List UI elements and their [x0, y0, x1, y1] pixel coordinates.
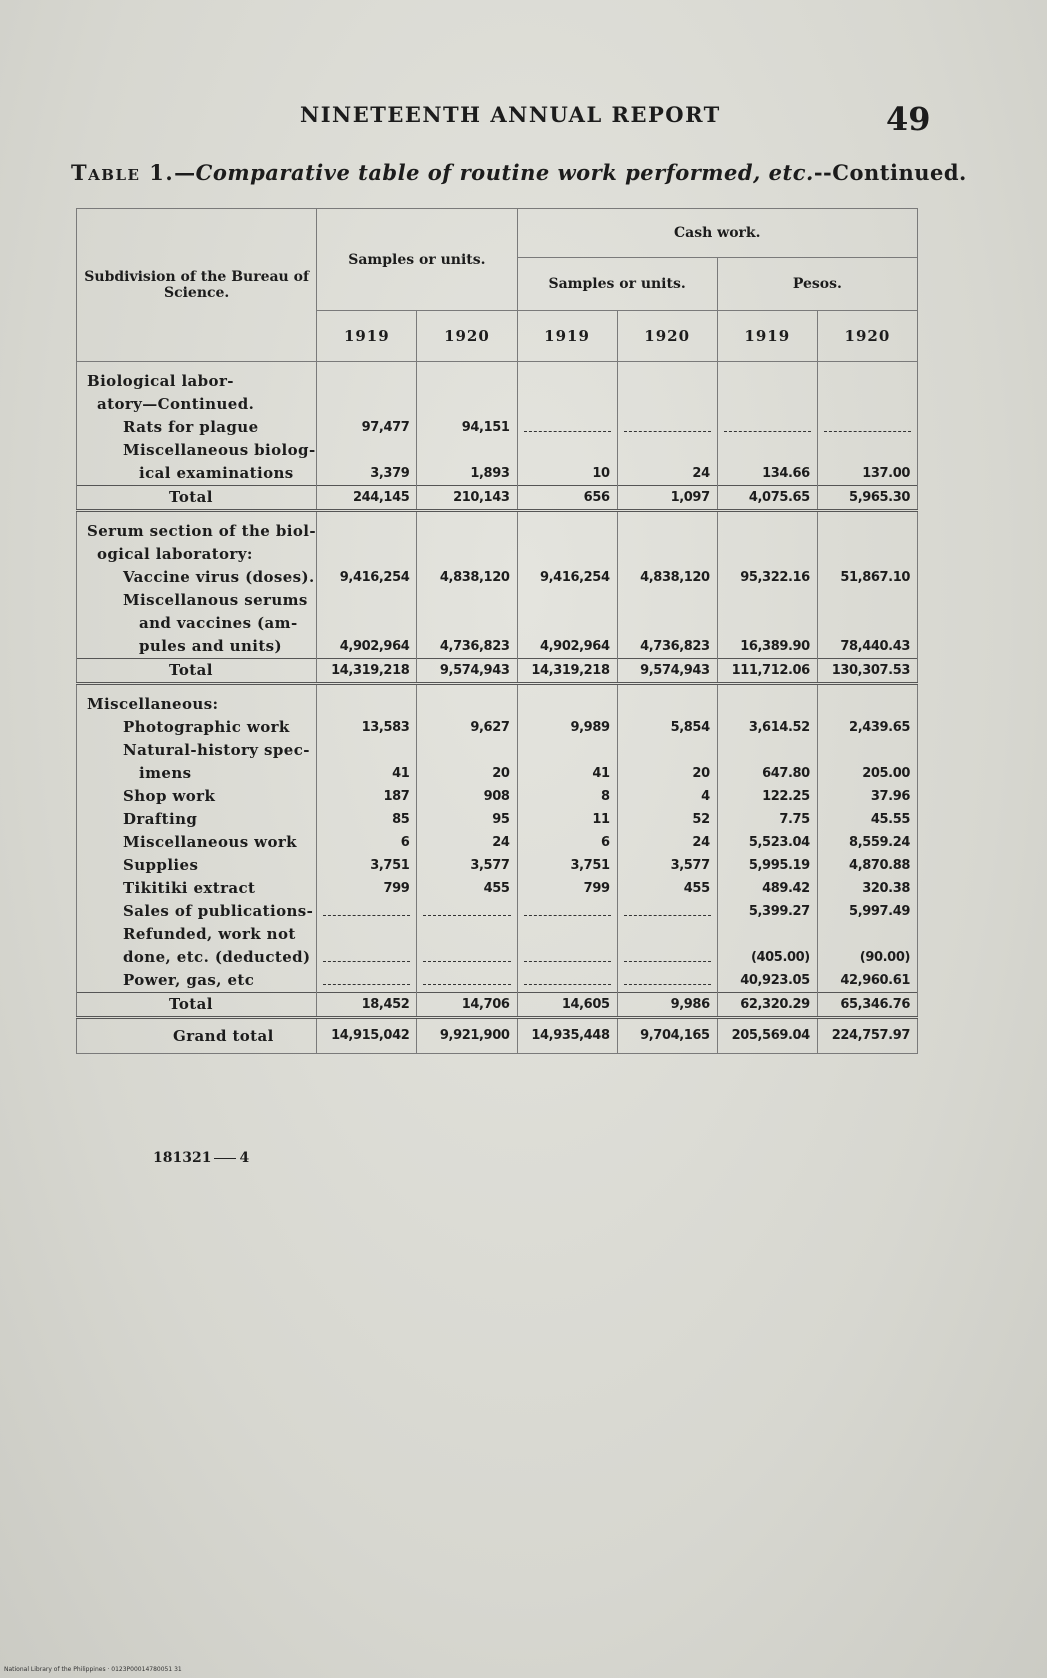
value-cell: 5,399.27	[717, 900, 817, 923]
value-cell: 205.00	[817, 762, 917, 785]
table-row	[77, 946, 918, 969]
value-cell: 656	[517, 486, 617, 511]
table-row	[77, 739, 918, 762]
value-cell	[717, 393, 817, 416]
value-cell	[817, 684, 917, 717]
year-header: 1920	[817, 311, 917, 362]
value-cell	[617, 684, 717, 717]
row-label: Total	[77, 993, 317, 1018]
value-cell: 6	[317, 831, 417, 854]
table-row	[77, 854, 918, 877]
value-cell: 41	[317, 762, 417, 785]
blank-cell	[517, 612, 617, 635]
value-cell: 455	[617, 877, 717, 900]
value-cell: 4,902,964	[317, 635, 417, 659]
row-label: imens	[77, 762, 317, 785]
row-label: Miscellaneous biolog-	[77, 439, 317, 462]
value-cell	[317, 543, 417, 566]
value-cell	[617, 393, 717, 416]
value-cell: 1,097	[617, 486, 717, 511]
blank-cell	[517, 589, 617, 612]
value-cell: 5,965.30	[817, 486, 917, 511]
row-label: Biological labor-	[77, 362, 317, 394]
empty-dashed-cell	[617, 969, 717, 993]
value-cell: 42,960.61	[817, 969, 917, 993]
value-cell: 8	[517, 785, 617, 808]
value-cell: 1,893	[417, 462, 517, 486]
table-row	[77, 808, 918, 831]
blank-cell	[817, 739, 917, 762]
page-header	[0, 100, 1047, 144]
value-cell	[317, 393, 417, 416]
value-cell: 18,452	[317, 993, 417, 1018]
value-cell: 13,583	[317, 716, 417, 739]
value-cell: 9,574,943	[617, 659, 717, 684]
empty-dashed-cell	[617, 946, 717, 969]
blank-cell	[817, 589, 917, 612]
table-body	[77, 362, 918, 1054]
samples-column-header: Samples or units.	[317, 209, 517, 311]
blank-cell	[617, 739, 717, 762]
blank-cell	[617, 612, 717, 635]
blank-cell	[317, 589, 417, 612]
table-row	[77, 462, 918, 486]
value-cell	[617, 543, 717, 566]
empty-dashed-cell	[617, 900, 717, 923]
value-cell: 52	[617, 808, 717, 831]
caption-title: Comparative table of routine work performed, etc.	[195, 160, 814, 185]
blank-cell	[517, 511, 617, 544]
table-row	[77, 362, 918, 394]
row-label: Photographic work	[77, 716, 317, 739]
running-title: NINETEENTH ANNUAL REPORT	[300, 102, 721, 127]
value-cell: 62,320.29	[717, 993, 817, 1018]
value-cell: 24	[617, 462, 717, 486]
value-cell: 5,523.04	[717, 831, 817, 854]
value-cell: 14,605	[517, 993, 617, 1018]
empty-dashed-cell	[817, 416, 917, 439]
value-cell: 647.80	[717, 762, 817, 785]
blank-cell	[617, 923, 717, 946]
value-cell	[417, 543, 517, 566]
row-label: Total	[77, 659, 317, 684]
value-cell	[517, 543, 617, 566]
table-row	[77, 486, 918, 511]
row-label: Sales of publications-	[77, 900, 317, 923]
empty-dashed-cell	[417, 969, 517, 993]
table-row	[77, 831, 918, 854]
value-cell: 3,379	[317, 462, 417, 486]
row-label: Refunded, work not	[77, 923, 317, 946]
blank-cell	[617, 439, 717, 462]
value-cell: 3,614.52	[717, 716, 817, 739]
row-label: Miscellaneous:	[77, 684, 317, 717]
value-cell: 95	[417, 808, 517, 831]
value-cell: 14,915,042	[317, 1018, 417, 1054]
blank-cell	[417, 923, 517, 946]
value-cell: 20	[417, 762, 517, 785]
value-cell: 14,319,218	[317, 659, 417, 684]
table-row	[77, 511, 918, 544]
table-row	[77, 900, 918, 923]
value-cell: 2,439.65	[817, 716, 917, 739]
value-cell: 187	[317, 785, 417, 808]
routine-work-table	[76, 208, 918, 1054]
blank-cell	[417, 589, 517, 612]
value-cell: 41	[517, 762, 617, 785]
row-label: atory—Continued.	[77, 393, 317, 416]
value-cell: 111,712.06	[717, 659, 817, 684]
row-label: Vaccine virus (doses).	[77, 566, 317, 589]
empty-dashed-cell	[417, 900, 517, 923]
value-cell: 3,751	[517, 854, 617, 877]
table-row	[77, 393, 918, 416]
value-cell: 5,997.49	[817, 900, 917, 923]
value-cell: 37.96	[817, 785, 917, 808]
value-cell: 8,559.24	[817, 831, 917, 854]
blank-cell	[317, 511, 417, 544]
value-cell: 908	[417, 785, 517, 808]
blank-cell	[817, 439, 917, 462]
blank-cell	[717, 362, 817, 394]
table-row	[77, 684, 918, 717]
blank-cell	[417, 612, 517, 635]
value-cell: 3,577	[617, 854, 717, 877]
row-label: Serum section of the biol-	[77, 511, 317, 544]
row-label: ical examinations	[77, 462, 317, 486]
value-cell: 9,416,254	[517, 566, 617, 589]
value-cell: 4,736,823	[617, 635, 717, 659]
blank-cell	[317, 923, 417, 946]
value-cell: 11	[517, 808, 617, 831]
value-cell: 3,751	[317, 854, 417, 877]
table-row	[77, 612, 918, 635]
year-header: 1919	[517, 311, 617, 362]
row-label: Grand total	[77, 1018, 317, 1054]
value-cell: 20	[617, 762, 717, 785]
row-label: pules and units)	[77, 635, 317, 659]
table-row	[77, 659, 918, 684]
signature-number: 181321	[153, 1150, 212, 1166]
value-cell: (90.00)	[817, 946, 917, 969]
empty-dashed-cell	[517, 946, 617, 969]
blank-cell	[817, 511, 917, 544]
row-label: Supplies	[77, 854, 317, 877]
value-cell: 799	[317, 877, 417, 900]
page-number: 49	[886, 100, 931, 138]
value-cell: 9,416,254	[317, 566, 417, 589]
blank-cell	[717, 923, 817, 946]
row-label: ogical laboratory:	[77, 543, 317, 566]
signature-sheet: 4	[239, 1150, 250, 1166]
blank-cell	[717, 589, 817, 612]
value-cell	[417, 393, 517, 416]
signature-mark	[153, 1150, 249, 1166]
value-cell: 65,346.76	[817, 993, 917, 1018]
blank-cell	[517, 439, 617, 462]
value-cell: 4	[617, 785, 717, 808]
blank-cell	[817, 362, 917, 394]
value-cell: 40,923.05	[717, 969, 817, 993]
value-cell: 489.42	[717, 877, 817, 900]
value-cell: 205,569.04	[717, 1018, 817, 1054]
table-row	[77, 877, 918, 900]
value-cell	[517, 393, 617, 416]
table-row	[77, 416, 918, 439]
row-label: and vaccines (am-	[77, 612, 317, 635]
blank-cell	[617, 589, 717, 612]
table-row	[77, 635, 918, 659]
value-cell: 24	[417, 831, 517, 854]
empty-dashed-cell	[517, 416, 617, 439]
empty-dashed-cell	[317, 900, 417, 923]
table-row	[77, 566, 918, 589]
value-cell: 134.66	[717, 462, 817, 486]
table-row	[77, 439, 918, 462]
table-row	[77, 762, 918, 785]
empty-dashed-cell	[717, 416, 817, 439]
table-row	[77, 923, 918, 946]
empty-dashed-cell	[317, 946, 417, 969]
blank-cell	[417, 739, 517, 762]
value-cell: 6	[517, 831, 617, 854]
row-label: Rats for plague	[77, 416, 317, 439]
row-label: Shop work	[77, 785, 317, 808]
empty-dashed-cell	[417, 946, 517, 969]
blank-cell	[617, 362, 717, 394]
value-cell: 14,935,448	[517, 1018, 617, 1054]
blank-cell	[717, 612, 817, 635]
table-row	[77, 1018, 918, 1054]
value-cell: 9,704,165	[617, 1018, 717, 1054]
value-cell	[717, 543, 817, 566]
caption-lead: Table 1.	[71, 160, 175, 185]
blank-cell	[717, 439, 817, 462]
table-row	[77, 993, 918, 1018]
value-cell: 122.25	[717, 785, 817, 808]
value-cell: 14,319,218	[517, 659, 617, 684]
value-cell: 455	[417, 877, 517, 900]
value-cell: 10	[517, 462, 617, 486]
year-header: 1920	[417, 311, 517, 362]
value-cell: (405.00)	[717, 946, 817, 969]
value-cell: 9,986	[617, 993, 717, 1018]
signature-dash	[214, 1158, 236, 1159]
value-cell: 4,736,823	[417, 635, 517, 659]
value-cell: 7.75	[717, 808, 817, 831]
row-label: Total	[77, 486, 317, 511]
value-cell: 9,627	[417, 716, 517, 739]
blank-cell	[717, 739, 817, 762]
value-cell: 95,322.16	[717, 566, 817, 589]
caption-dash: —	[174, 160, 196, 185]
value-cell: 78,440.43	[817, 635, 917, 659]
empty-dashed-cell	[617, 416, 717, 439]
blank-cell	[417, 511, 517, 544]
blank-cell	[617, 511, 717, 544]
table-row	[77, 785, 918, 808]
blank-cell	[817, 923, 917, 946]
value-cell: 224,757.97	[817, 1018, 917, 1054]
value-cell: 4,075.65	[717, 486, 817, 511]
value-cell	[517, 684, 617, 717]
value-cell	[417, 684, 517, 717]
value-cell: 24	[617, 831, 717, 854]
blank-cell	[317, 612, 417, 635]
value-cell: 94,151	[417, 416, 517, 439]
value-cell: 9,574,943	[417, 659, 517, 684]
year-header: 1919	[717, 311, 817, 362]
row-label: Tikitiki extract	[77, 877, 317, 900]
value-cell: 4,838,120	[617, 566, 717, 589]
value-cell: 3,577	[417, 854, 517, 877]
value-cell: 5,854	[617, 716, 717, 739]
value-cell: 85	[317, 808, 417, 831]
empty-dashed-cell	[517, 969, 617, 993]
blank-cell	[717, 511, 817, 544]
blank-cell	[317, 739, 417, 762]
value-cell: 5,995.19	[717, 854, 817, 877]
value-cell: 244,145	[317, 486, 417, 511]
value-cell: 9,921,900	[417, 1018, 517, 1054]
cash-work-header: Cash work.	[517, 209, 918, 258]
subject-column-header: Subdivision of the Bureau of Science.	[77, 209, 317, 362]
row-label: Miscellaneous work	[77, 831, 317, 854]
blank-cell	[417, 439, 517, 462]
value-cell	[817, 543, 917, 566]
table-row	[77, 969, 918, 993]
cash-samples-header: Samples or units.	[517, 258, 717, 311]
row-label: Natural-history spec-	[77, 739, 317, 762]
blank-cell	[517, 923, 617, 946]
value-cell: 16,389.90	[717, 635, 817, 659]
row-label: Drafting	[77, 808, 317, 831]
value-cell: 97,477	[317, 416, 417, 439]
blank-cell	[317, 362, 417, 394]
year-header: 1919	[317, 311, 417, 362]
value-cell: 130,307.53	[817, 659, 917, 684]
table-caption	[71, 160, 967, 185]
blank-cell	[417, 362, 517, 394]
value-cell: 14,706	[417, 993, 517, 1018]
value-cell	[717, 684, 817, 717]
empty-dashed-cell	[317, 969, 417, 993]
value-cell: 799	[517, 877, 617, 900]
table-row	[77, 589, 918, 612]
value-cell: 4,838,120	[417, 566, 517, 589]
table-row	[77, 543, 918, 566]
value-cell	[317, 684, 417, 717]
pesos-header: Pesos.	[717, 258, 917, 311]
value-cell: 320.38	[817, 877, 917, 900]
value-cell: 137.00	[817, 462, 917, 486]
routine-work-table-wrapper	[76, 208, 918, 1054]
value-cell: 4,902,964	[517, 635, 617, 659]
table-row	[77, 716, 918, 739]
scan-credit: National Library of the Philippines · 0123P00014780051 31	[4, 1666, 182, 1673]
row-label: done, etc. (deducted)	[77, 946, 317, 969]
blank-cell	[317, 439, 417, 462]
value-cell: 9,989	[517, 716, 617, 739]
value-cell: 51,867.10	[817, 566, 917, 589]
value-cell: 210,143	[417, 486, 517, 511]
row-label: Power, gas, etc	[77, 969, 317, 993]
caption-continued: --Continued.	[813, 160, 967, 185]
blank-cell	[517, 739, 617, 762]
value-cell: 45.55	[817, 808, 917, 831]
blank-cell	[817, 612, 917, 635]
value-cell	[817, 393, 917, 416]
blank-cell	[517, 362, 617, 394]
row-label: Miscellanous serums	[77, 589, 317, 612]
value-cell: 4,870.88	[817, 854, 917, 877]
empty-dashed-cell	[517, 900, 617, 923]
year-header: 1920	[617, 311, 717, 362]
